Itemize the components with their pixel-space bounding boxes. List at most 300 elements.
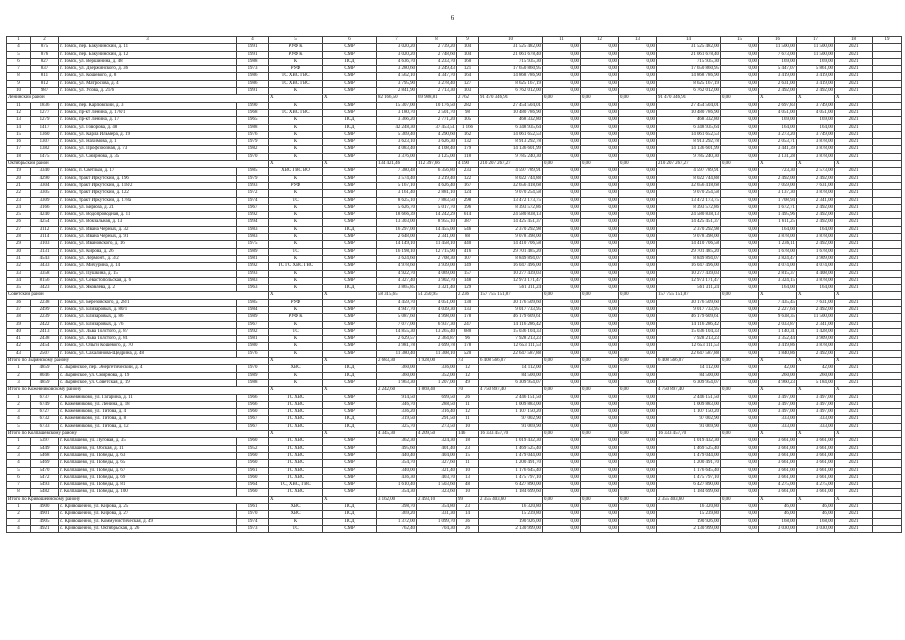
table-cell: 21 061 678,40 bbox=[479, 51, 543, 58]
table-cell: 157 bbox=[457, 270, 479, 277]
table-cell: 3 661,00 bbox=[797, 438, 835, 445]
table-cell: 827 bbox=[31, 58, 59, 65]
table-cell: 8046 bbox=[31, 372, 59, 379]
table-cell: 14 136 601,99 bbox=[657, 146, 721, 153]
table-cell: К bbox=[269, 88, 323, 95]
table-cell: 4 051,00 bbox=[417, 299, 457, 306]
table-cell: 91 470 346,91 bbox=[657, 95, 721, 102]
table-cell: X bbox=[269, 496, 323, 503]
table-cell bbox=[873, 51, 902, 58]
table-cell: 0,00 bbox=[721, 328, 759, 335]
table-cell: 0,00 bbox=[721, 270, 759, 277]
table-cell: г. Томск, ул. Елизаровых, д. 76 bbox=[59, 321, 237, 328]
table-cell: 3 497,00 bbox=[759, 394, 797, 401]
table-cell bbox=[873, 285, 902, 292]
table-cell: 32 bbox=[7, 263, 31, 270]
table-cell: 1966 bbox=[237, 401, 269, 408]
table-cell: 2 748,60 bbox=[417, 51, 457, 58]
table-cell: г. Томск, тракт Иркутский, д. 178а bbox=[59, 197, 237, 204]
table-cell: 0,00 bbox=[581, 88, 619, 95]
table-cell: 2 631,00 bbox=[759, 80, 797, 87]
table-cell: 0,00 bbox=[619, 263, 657, 270]
table-row bbox=[7, 343, 902, 350]
table-cell: 12 973 171,47 bbox=[479, 277, 543, 284]
table-cell: 27 454 504,01 bbox=[479, 102, 543, 109]
table-cell: X bbox=[323, 292, 377, 299]
table-cell: 2 697,83 bbox=[759, 102, 797, 109]
table-cell: 0,00 bbox=[543, 131, 581, 138]
table-cell: 247 bbox=[457, 321, 479, 328]
table-cell: 21 bbox=[7, 182, 31, 189]
table-cell bbox=[873, 336, 902, 343]
district-subtotal-row bbox=[7, 292, 902, 299]
table-cell: 0,00 bbox=[581, 467, 619, 474]
table-cell: 96 bbox=[457, 336, 479, 343]
table-cell: 3 419,00 bbox=[759, 73, 797, 80]
table-cell: 5493 bbox=[31, 482, 59, 489]
table-row bbox=[7, 270, 902, 277]
table-cell: 11 500,00 bbox=[797, 314, 835, 321]
table-cell: 2 227,64 bbox=[759, 306, 797, 313]
table-cell: ТС ХВС ГВС bbox=[269, 73, 323, 80]
table-row bbox=[7, 197, 902, 204]
table-cell: 11 bbox=[457, 416, 479, 423]
table-cell: 6 937,30 bbox=[417, 321, 457, 328]
table-cell: X bbox=[759, 161, 797, 168]
table-cell: 1974 bbox=[237, 518, 269, 525]
header-cell: 1 bbox=[7, 37, 31, 44]
table-cell: К bbox=[269, 117, 323, 124]
table-cell: 15 307,00 bbox=[377, 102, 417, 109]
table-cell: 129 bbox=[457, 285, 479, 292]
table-cell: К bbox=[269, 306, 323, 313]
table-cell: ПСД bbox=[323, 416, 377, 423]
table-cell: 1986 bbox=[237, 80, 269, 87]
table-cell: 164,00 bbox=[797, 124, 835, 131]
table-cell: 403,70 bbox=[417, 474, 457, 481]
table-cell: 398,70 bbox=[377, 504, 417, 511]
table-cell bbox=[873, 95, 902, 102]
table-cell bbox=[873, 131, 902, 138]
table-cell: 23 bbox=[457, 504, 479, 511]
table-cell: 4 233,70 bbox=[417, 58, 457, 65]
table-cell: 0,00 bbox=[543, 474, 581, 481]
table-cell: 2 370 292,98 bbox=[657, 226, 721, 233]
table-cell: 3 661,00 bbox=[759, 467, 797, 474]
table-cell: 0,00 bbox=[619, 226, 657, 233]
table-cell bbox=[873, 394, 902, 401]
table-cell: 1979 bbox=[237, 139, 269, 146]
table-cell: 20 bbox=[7, 175, 31, 182]
table-cell: 0,00 bbox=[721, 416, 759, 423]
table-cell: 0,00 bbox=[721, 212, 759, 219]
table-cell: 46,00 bbox=[759, 504, 797, 511]
table-cell: 3 419,86 bbox=[759, 343, 797, 350]
table-cell: г. Томск, ул. Ивана Черных, д. 32 bbox=[59, 226, 237, 233]
table-cell: 1966 bbox=[237, 394, 269, 401]
table-cell: 164,00 bbox=[759, 124, 797, 131]
table-cell: 0,00 bbox=[619, 394, 657, 401]
table-cell: 0,00 bbox=[581, 394, 619, 401]
table-cell: г. Томск, ул. Бирюза, д. 21 bbox=[59, 204, 237, 211]
table-cell: ХВС bbox=[269, 504, 323, 511]
table-cell: К bbox=[269, 58, 323, 65]
table-cell: 26 bbox=[457, 394, 479, 401]
table-cell: 0,00 bbox=[721, 525, 759, 532]
table-cell: 118 bbox=[457, 153, 479, 160]
table-cell: 8 625 167,19 bbox=[479, 80, 543, 87]
table-cell: 42,00 bbox=[759, 365, 797, 372]
table-row bbox=[7, 139, 902, 146]
table-cell: 6749 bbox=[31, 401, 59, 408]
header-cell: 8 bbox=[417, 37, 457, 44]
table-cell: 10 bbox=[457, 423, 479, 430]
table-cell: 3 878,00 bbox=[797, 153, 835, 160]
table-cell: 0,00 bbox=[543, 226, 581, 233]
table-row bbox=[7, 321, 902, 328]
table-row bbox=[7, 212, 902, 219]
table-cell: X bbox=[759, 431, 797, 438]
table-cell: 1 184 699,60 bbox=[479, 489, 543, 496]
table-cell: 2 bbox=[7, 372, 31, 379]
table-cell: 2021 bbox=[835, 234, 873, 241]
table-cell: 520 bbox=[457, 350, 479, 357]
table-cell: г. Колпашево, ул. Победы, д. 69 bbox=[59, 474, 237, 481]
table-cell: X bbox=[269, 161, 323, 168]
table-cell: г. Томск, ул. Говорова, д. 48 bbox=[59, 124, 237, 131]
table-cell: 0,00 bbox=[543, 423, 581, 430]
table-cell: 13 265,40 bbox=[417, 328, 457, 335]
table-cell: 0,00 bbox=[619, 212, 657, 219]
table-cell: 51 250,95 bbox=[417, 292, 457, 299]
table-cell: 0,00 bbox=[721, 197, 759, 204]
table-cell: 5 167,10 bbox=[377, 182, 417, 189]
table-cell: 3 865,85 bbox=[377, 285, 417, 292]
table-cell: 0,00 bbox=[619, 445, 657, 452]
table-cell: ТС, ХВС, ГВС bbox=[269, 482, 323, 489]
table-cell: 14 149,10 bbox=[377, 241, 417, 248]
header-cell: 3 bbox=[59, 37, 237, 44]
table-cell: 1 107 150,20 bbox=[657, 409, 721, 416]
table-cell: 12 973 171,47 bbox=[657, 277, 721, 284]
table-cell: 3 981,78 bbox=[377, 343, 417, 350]
table-cell: РУФ bbox=[269, 66, 323, 73]
table-cell: 148 bbox=[457, 277, 479, 284]
table-cell: ТС bbox=[269, 197, 323, 204]
table-cell: X bbox=[323, 387, 377, 394]
table-cell bbox=[873, 219, 902, 226]
table-cell bbox=[873, 153, 902, 160]
table-cell: 2 341,00 bbox=[797, 321, 835, 328]
table-cell: 2021 bbox=[835, 241, 873, 248]
table-cell: 2021 bbox=[835, 416, 873, 423]
table-cell: 31 525 482,00 bbox=[479, 44, 543, 51]
header-cell: 18 bbox=[835, 37, 873, 44]
table-cell: 4 597 789,91 bbox=[479, 168, 543, 175]
table-cell: ХВС bbox=[269, 365, 323, 372]
table-cell: 1988 bbox=[237, 124, 269, 131]
table-row bbox=[7, 219, 902, 226]
table-cell: 13 472 173,75 bbox=[657, 197, 721, 204]
table-cell: 0,00 bbox=[581, 153, 619, 160]
table-cell: 1989 bbox=[237, 372, 269, 379]
table-cell: 46 179 609,61 bbox=[657, 314, 721, 321]
table-cell bbox=[873, 314, 902, 321]
table-cell: 0,00 bbox=[581, 460, 619, 467]
table-row bbox=[7, 285, 902, 292]
table-row bbox=[7, 131, 902, 138]
table-cell: 354,70 bbox=[377, 460, 417, 467]
table-cell: 1967 bbox=[237, 416, 269, 423]
table-cell: 0,00 bbox=[581, 285, 619, 292]
table-cell: 1961 bbox=[237, 467, 269, 474]
table-cell: г. Томск, ул. Дзержинского, д. 36 bbox=[59, 66, 237, 73]
table-cell: 0,00 bbox=[619, 117, 657, 124]
table-cell: 325,70 bbox=[377, 423, 417, 430]
table-cell: 0,00 bbox=[619, 124, 657, 131]
district-name: Итого по Кривошеинскому району bbox=[7, 496, 269, 503]
table-cell: 23 bbox=[457, 445, 479, 452]
table-cell: 146 bbox=[457, 431, 479, 438]
table-cell: 3 661,00 bbox=[759, 460, 797, 467]
table-cell: X bbox=[269, 387, 323, 394]
table-cell: 4 051,00 bbox=[759, 109, 797, 116]
table-cell: К bbox=[269, 372, 323, 379]
table-cell: 10 bbox=[7, 88, 31, 95]
table-cell: с. Кожевниково, ул. Гагарина, д. 11 bbox=[59, 394, 237, 401]
table-cell bbox=[873, 438, 902, 445]
table-cell: 1 475 797,10 bbox=[479, 474, 543, 481]
table-cell: 26 bbox=[7, 219, 31, 226]
table-cell: 0,00 bbox=[619, 66, 657, 73]
table-cell: СМР bbox=[323, 394, 377, 401]
table-cell: 0,00 bbox=[619, 161, 657, 168]
table-cell: 3 273,20 bbox=[759, 131, 797, 138]
table-cell: 46 179 609,61 bbox=[479, 314, 543, 321]
table-cell: 0,00 bbox=[543, 314, 581, 321]
table-cell: 0,00 bbox=[721, 336, 759, 343]
table-cell: 9 bbox=[7, 80, 31, 87]
table-cell: 0,00 bbox=[619, 416, 657, 423]
table-cell: X bbox=[797, 95, 835, 102]
table-cell: 0,00 bbox=[721, 467, 759, 474]
table-cell: 704,30 bbox=[417, 525, 457, 532]
table-cell: 1994 bbox=[237, 219, 269, 226]
table-cell: 0,00 bbox=[581, 204, 619, 211]
table-cell: 327,60 bbox=[417, 460, 457, 467]
table-cell: К bbox=[269, 270, 323, 277]
table-cell: 0,00 bbox=[619, 204, 657, 211]
table-cell: 13 bbox=[7, 117, 31, 124]
table-cell: СМР bbox=[323, 44, 377, 51]
table-cell: 333,00 bbox=[797, 423, 835, 430]
table-cell: 0,00 bbox=[721, 226, 759, 233]
table-cell: X bbox=[759, 292, 797, 299]
table-cell: 0,00 bbox=[619, 248, 657, 255]
table-cell: г. Томск, ул. Льва Толстого, д. 81 bbox=[59, 336, 237, 343]
table-cell: ТС ГС ХВС ГВС bbox=[269, 263, 323, 270]
table-cell: с. Кожевниково, ул. Титова, д. 8 bbox=[59, 416, 237, 423]
table-cell: 0,00 bbox=[619, 525, 657, 532]
table-cell: 12 653 111,53 bbox=[657, 343, 721, 350]
table-cell: 31 bbox=[7, 255, 31, 262]
table-cell: 3304 bbox=[31, 182, 59, 189]
table-cell: 360,00 bbox=[377, 372, 417, 379]
table-cell: 0,00 bbox=[721, 394, 759, 401]
table-cell: 2 492,00 bbox=[797, 350, 835, 357]
table-cell: К bbox=[269, 190, 323, 197]
table-cell: 124 bbox=[457, 190, 479, 197]
table-cell: 6 309 954,07 bbox=[657, 379, 721, 386]
table-cell: 4 960,23 bbox=[759, 379, 797, 386]
table-cell: 14 855,30 bbox=[377, 328, 417, 335]
table-cell: 2021 bbox=[835, 336, 873, 343]
table-cell: 2 771,20 bbox=[417, 117, 457, 124]
table-cell: 4543 bbox=[31, 255, 59, 262]
table-cell: СМР bbox=[323, 212, 377, 219]
table-cell: СМР bbox=[323, 460, 377, 467]
table-cell: 0,00 bbox=[581, 525, 619, 532]
table-cell: 3 278,40 bbox=[417, 80, 457, 87]
table-cell: 3 624,60 bbox=[377, 255, 417, 262]
table-cell: СМР bbox=[323, 409, 377, 416]
table-cell: 1984 bbox=[237, 306, 269, 313]
table-cell: 4 bbox=[7, 525, 31, 532]
table-cell: 1991 bbox=[237, 51, 269, 58]
table-cell bbox=[873, 496, 902, 503]
table-cell: 0,00 bbox=[543, 445, 581, 452]
table-cell: 160 bbox=[457, 58, 479, 65]
table-cell: ТС ХВС ГВС bbox=[269, 80, 323, 87]
table-cell: 3 bbox=[7, 452, 31, 459]
table-cell: 2238 bbox=[31, 299, 59, 306]
table-cell: 3358 bbox=[31, 270, 59, 277]
table-cell: 4 039,30 bbox=[417, 306, 457, 313]
table-cell: 3 497,00 bbox=[797, 409, 835, 416]
table-cell: К bbox=[269, 343, 323, 350]
table-cell bbox=[873, 401, 902, 408]
table-cell: 0,00 bbox=[581, 445, 619, 452]
capital-repair-table bbox=[6, 36, 902, 533]
table-cell: 1279 bbox=[31, 117, 59, 124]
table-cell: г. Томск, ул. Пушкина, д. 15 bbox=[59, 270, 237, 277]
table-cell: г. Томск, ул. Ивановского, д. 16 bbox=[59, 241, 237, 248]
table-cell: 0,00 bbox=[581, 452, 619, 459]
table-cell: 3 376,00 bbox=[377, 153, 417, 160]
table-cell: 169,00 bbox=[797, 117, 835, 124]
table-row bbox=[7, 504, 902, 511]
table-cell: 3 661,00 bbox=[797, 460, 835, 467]
table-cell: с. Кожевниково, ул. Титова, д. 12 bbox=[59, 423, 237, 430]
table-cell: 2 446 151,50 bbox=[479, 394, 543, 401]
table-cell: 2021 bbox=[835, 401, 873, 408]
table-cell: 3 795,90 bbox=[377, 80, 417, 87]
table-cell: К bbox=[269, 139, 323, 146]
table-cell: 1 963,30 bbox=[377, 379, 417, 386]
table-cell: 333,00 bbox=[797, 416, 835, 423]
table-cell bbox=[873, 423, 902, 430]
table-cell: 0,00 bbox=[543, 416, 581, 423]
table-row bbox=[7, 525, 902, 532]
table-cell: 0,00 bbox=[543, 452, 581, 459]
table-cell: 2021 bbox=[835, 321, 873, 328]
table-cell: 0,00 bbox=[543, 401, 581, 408]
table-cell: 0,00 bbox=[543, 255, 581, 262]
table-cell: 2 881,10 bbox=[417, 190, 457, 197]
table-cell: г. Томск, ул. Елизаровых, д. 80/1 bbox=[59, 306, 237, 313]
table-cell: 7 928 213,23 bbox=[479, 336, 543, 343]
table-cell: 1970 bbox=[237, 365, 269, 372]
table-cell: 3 131,28 bbox=[759, 153, 797, 160]
table-cell: 3 878,00 bbox=[797, 234, 835, 241]
table-cell: 0,00 bbox=[543, 321, 581, 328]
table-cell: 4 190 bbox=[457, 161, 479, 168]
header-cell: 15 bbox=[721, 37, 759, 44]
table-cell: 401,40 bbox=[417, 445, 457, 452]
table-cell: 0,00 bbox=[619, 175, 657, 182]
table-cell: 561 311,24 bbox=[657, 285, 721, 292]
table-cell: 1988 bbox=[237, 58, 269, 65]
table-cell: 4 750 897,40 bbox=[657, 387, 721, 394]
table-cell: К bbox=[269, 102, 323, 109]
table-cell: 0,00 bbox=[581, 51, 619, 58]
table-cell: 3 661,00 bbox=[797, 452, 835, 459]
table-cell: 103 bbox=[457, 88, 479, 95]
table-cell: 104 bbox=[457, 44, 479, 51]
table-cell: 28 bbox=[7, 234, 31, 241]
table-cell: 48 bbox=[457, 482, 479, 489]
table-cell: ТС ХВС bbox=[269, 474, 323, 481]
table-row bbox=[7, 124, 902, 131]
table-cell: 0,00 bbox=[543, 394, 581, 401]
table-cell: ХВС ГВС ВО bbox=[269, 168, 323, 175]
table-cell: 4 408,00 bbox=[797, 270, 835, 277]
table-cell: 0,00 bbox=[619, 58, 657, 65]
table-cell: 4 562,10 bbox=[377, 73, 417, 80]
table-cell: ХВС bbox=[269, 511, 323, 518]
table-cell: 3112 bbox=[31, 226, 59, 233]
table-cell: СМР bbox=[323, 139, 377, 146]
table-cell: X bbox=[269, 95, 323, 102]
table-cell: 354,30 bbox=[377, 489, 417, 496]
table-cell: 3 661,00 bbox=[797, 467, 835, 474]
table-cell: СМР bbox=[323, 153, 377, 160]
table-cell: 468 332,80 bbox=[657, 117, 721, 124]
table-cell: г. Томск, пр-кт Ленина, д. 17 bbox=[59, 117, 237, 124]
table-row bbox=[7, 482, 902, 489]
table-cell: 22 bbox=[7, 190, 31, 197]
table-cell: 1 200 491,70 bbox=[657, 460, 721, 467]
table-cell: 0,00 bbox=[721, 431, 759, 438]
table-cell: 0,00 bbox=[581, 358, 619, 365]
table-cell: 16 333 457,70 bbox=[657, 431, 721, 438]
table-cell: 0,00 bbox=[721, 44, 759, 51]
table-cell bbox=[873, 102, 902, 109]
table-cell: 0,00 bbox=[581, 489, 619, 496]
table-cell: 3305 bbox=[31, 190, 59, 197]
table-cell: 2 236 bbox=[457, 292, 479, 299]
table-cell: 1 140,31 bbox=[759, 328, 797, 335]
table-cell: X bbox=[835, 496, 873, 503]
table-cell: 812 bbox=[31, 80, 59, 87]
table-cell: 837 bbox=[31, 66, 59, 73]
table-cell: 58 315,65 bbox=[377, 292, 417, 299]
table-cell: 2 492,00 bbox=[797, 306, 835, 313]
table-cell: 2 370 292,98 bbox=[479, 226, 543, 233]
table-cell: 3 661,00 bbox=[797, 474, 835, 481]
table-cell: 4 597 789,91 bbox=[657, 168, 721, 175]
table-cell: 167 bbox=[457, 182, 479, 189]
